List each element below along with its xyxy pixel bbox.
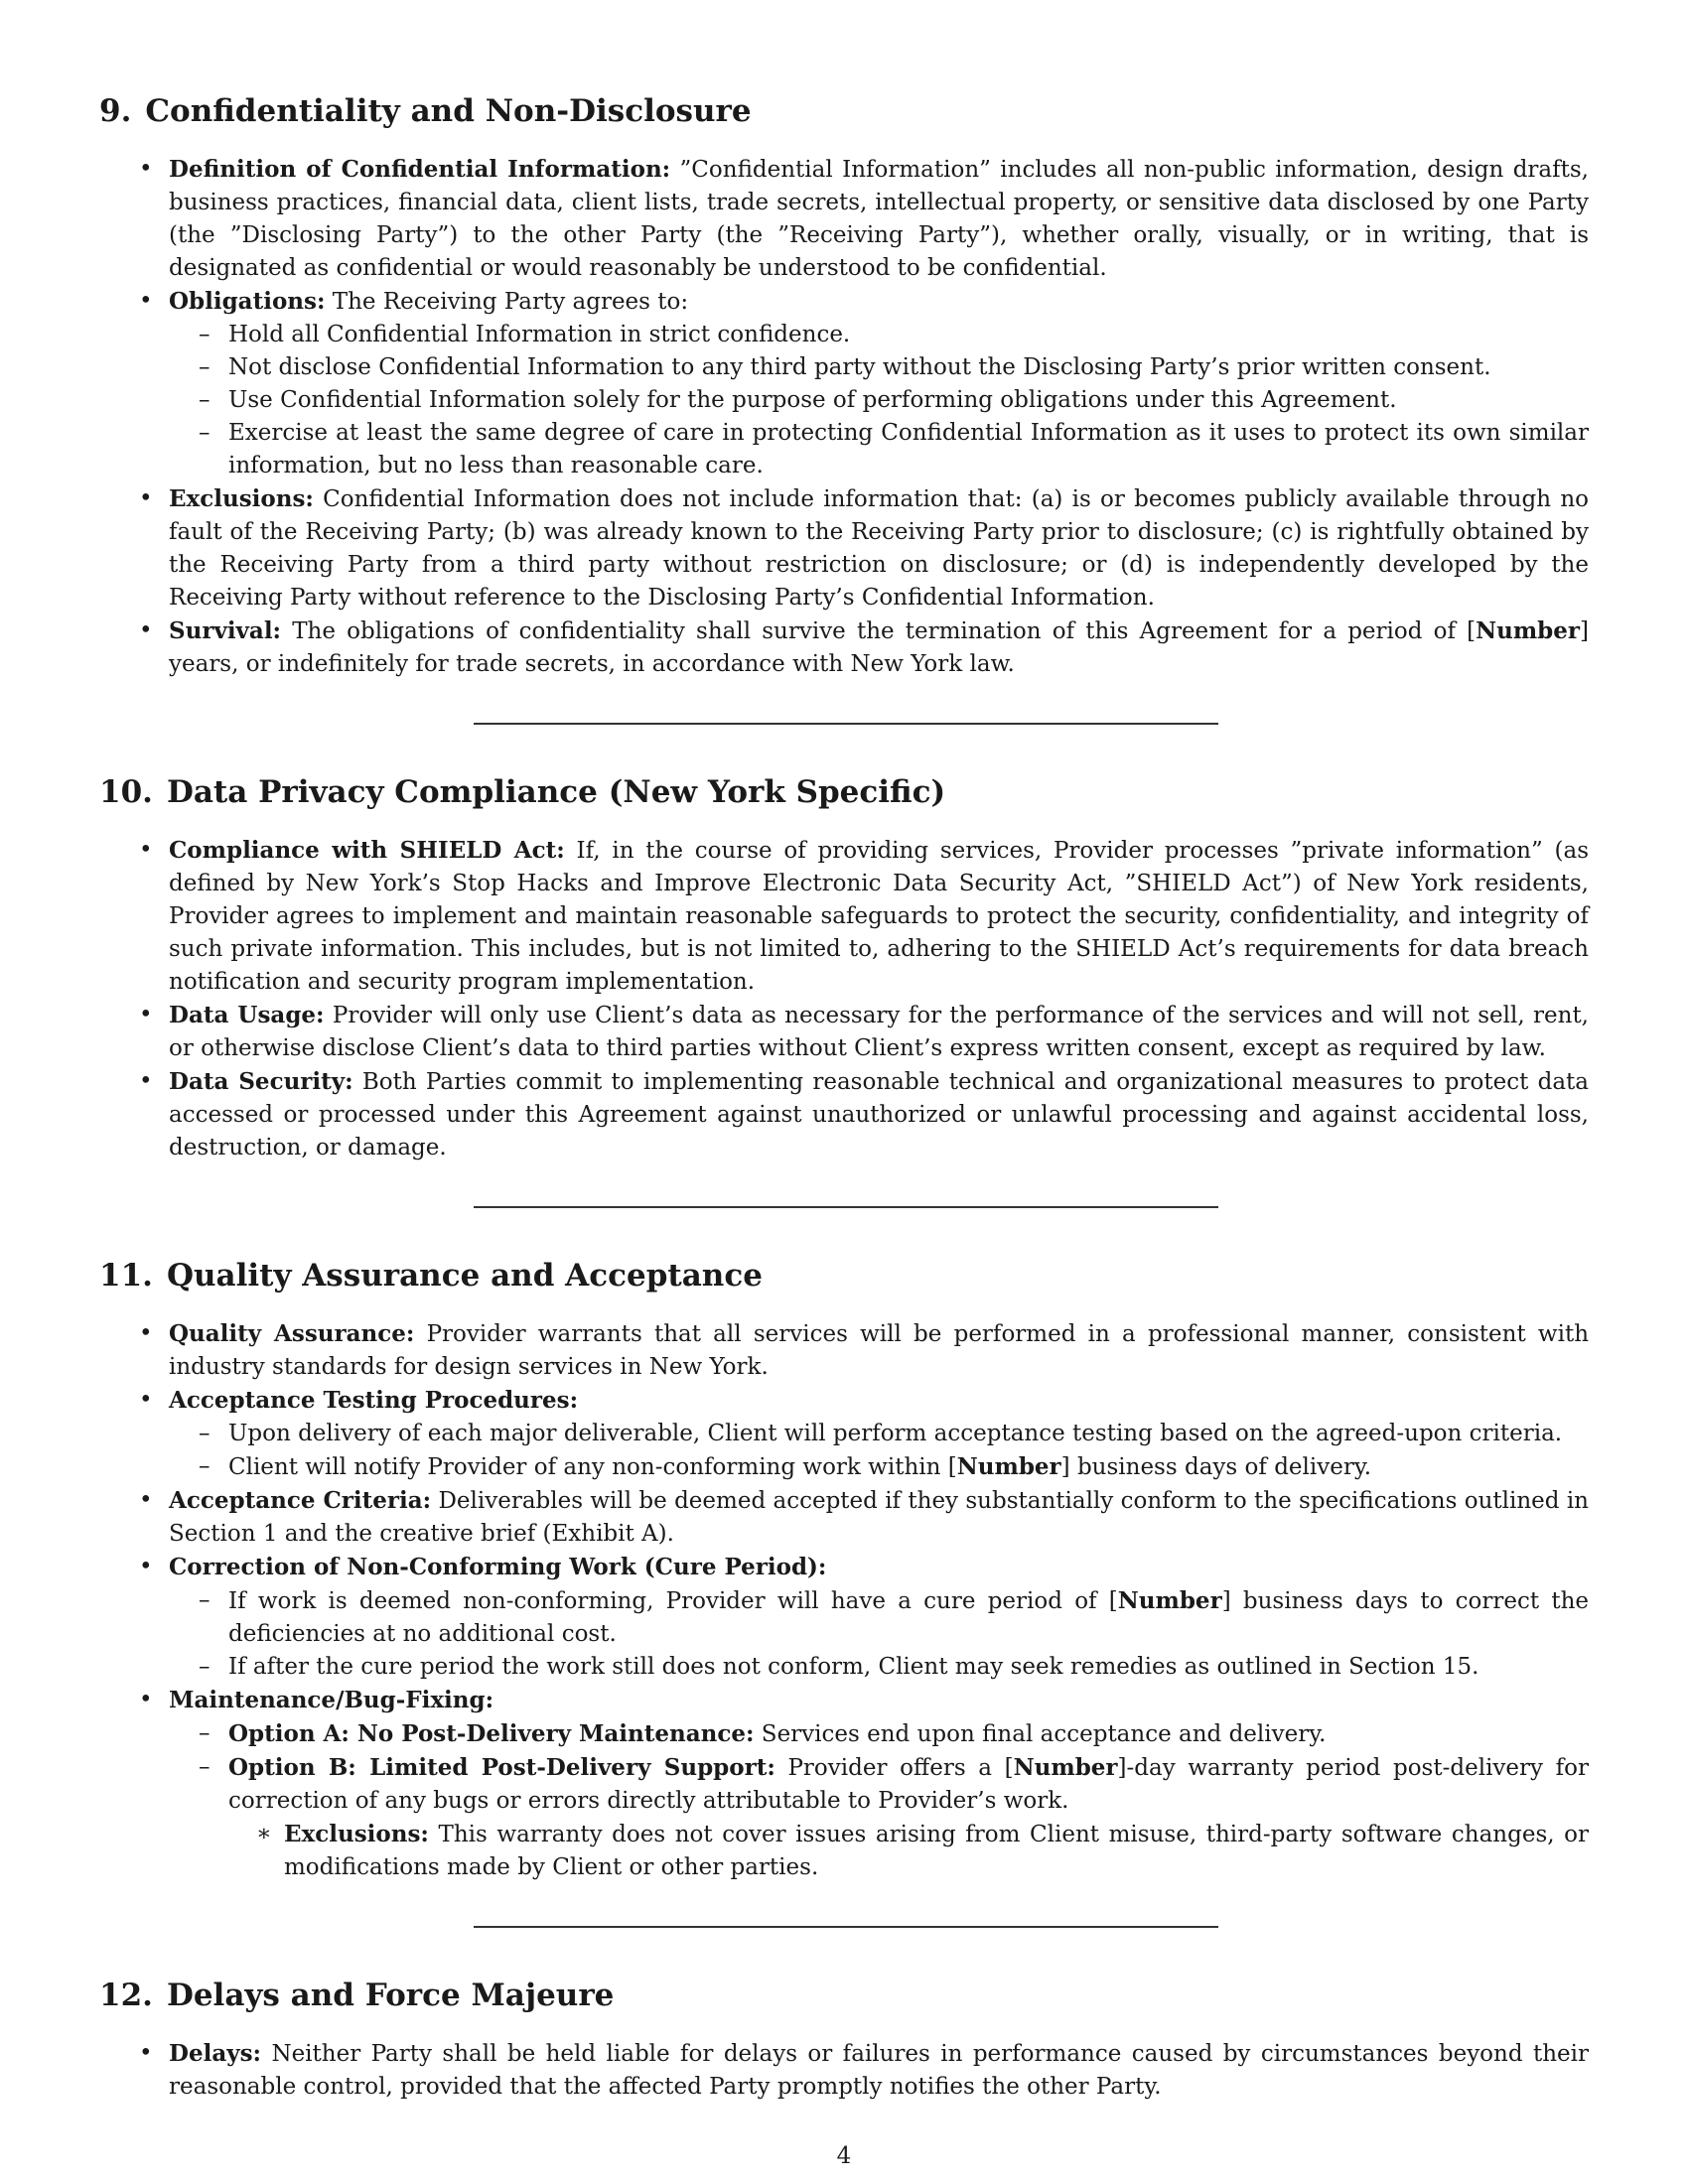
sub-list-item: – Hold all Confidential Information in strict confidence. <box>228 319 1589 351</box>
sub-list <box>169 1717 1589 1884</box>
sub-list-item: – Client will notify Provider of any non-conforming work within [Number] business days of delivery. <box>228 1450 1589 1484</box>
list-item: • Definition of Confidential Information: ”Confidential Information” includes all non-public information, design drafts, business practices, financial data, client lists, trade secrets, intellectual property, or sensitive data disclosed by one Party (the ”Disclosing Party”) to the other Party (the ”Receiving Party”), whether orally, visually, or in writing, that is designated as confidential or would reasonably be understood to be confidential. <box>169 153 1589 285</box>
section-divider <box>474 1206 1218 1208</box>
list-item: • Quality Assurance: Provider warrants that all services will be performed in a professional manner, consistent with industry standards for design services in New York. <box>169 1317 1589 1384</box>
section-heading: 9. Confidentiality and Non-Disclosure <box>99 93 752 129</box>
sub-list-item: – Option A: No Post-Delivery Maintenance: Services end upon final acceptance and delivery. <box>228 1717 1589 1751</box>
section-12 <box>99 1976 1589 2104</box>
document-page <box>99 91 1589 2104</box>
list-item: • Acceptance Testing Procedures: – Upon delivery of each major deliverable, Client will perform acceptance testing based on the agreed-upon criteria. – Client will notify Provider of any non-conforming work within [Number] business days of delivery. <box>169 1384 1589 1484</box>
section-list <box>99 1317 1589 1884</box>
list-item: • Data Security: Both Parties commit to implementing reasonable technical and organizational measures to protect data accessed or processed under this Agreement against unauthorized or unlawful processing and against accidental loss, destruction, or damage. <box>169 1065 1589 1164</box>
placeholder-number: Number <box>1013 1754 1118 1781</box>
section-list <box>99 153 1589 681</box>
list-item: • Correction of Non-Conforming Work (Cure Period): – If work is deemed non-conforming, Provider will have a cure period of [Number] business days to correct the deficiencies at no additional cost. – If after the cure period the work still does not conform, Client may seek remedies as outlined in Section 15. <box>169 1551 1589 1684</box>
section-heading: 11. Quality Assurance and Acceptance <box>99 1258 763 1294</box>
sub-sub-list-item: ∗ Exclusions: This warranty does not cover issues arising from Client misuse, third-party software changes, or modifications made by Client or other parties. <box>284 1818 1589 1884</box>
placeholder-number: Number <box>1476 617 1581 644</box>
list-item: • Data Usage: Provider will only use Client’s data as necessary for the performance of the services and will not sell, rent, or otherwise disclose Client’s data to third parties without Client’s express written consent, except as required by law. <box>169 999 1589 1065</box>
list-item: • Compliance with SHIELD Act: If, in the course of providing services, Provider processes ”private information” (as defined by New York’s Stop Hacks and Improve Electronic Data Security Act, ”SHIELD Act”) of New York residents, Provider agrees to implement and maintain reasonable safeguards to protect the security, confidentiality, and integrity of such private information. This includes, but is not limited to, adhering to the SHIELD Act’s requirements for data breach notification and security program implementation. <box>169 834 1589 999</box>
sub-list-item: – Not disclose Confidential Information to any third party without the Disclosing Party’s prior written consent. <box>228 351 1589 384</box>
list-item: • Obligations: The Receiving Party agrees to: – Hold all Confidential Information in strict confidence. – Not disclose Confidential Information to any third party without the Disclosing Party’s prior written consent. – Use Confidential Information solely for the purpose of performing obligations under this Agreement. – Exercise at least the same degree of care in protecting Confidential Information as it uses to protect its own similar information, but no less than reasonable care. <box>169 285 1589 482</box>
section-divider <box>474 1926 1218 1928</box>
sub-list-item: – Upon delivery of each major deliverable, Client will perform acceptance testing based on the agreed-upon criteria. <box>228 1418 1589 1450</box>
sub-list-item: – Option B: Limited Post-Delivery Support: Provider offers a [Number]-day warranty period post-delivery for correction of any bugs or errors directly attributable to Provider’s work. ∗ Exclusions: This warranty does not cover issues arising from Client misuse, third-party software changes, or modifications made by Client or other parties. <box>228 1751 1589 1884</box>
list-item: • Exclusions: Confidential Information does not include information that: (a) is or becomes publicly available through no fault of the Receiving Party; (b) was already known to the Receiving Party prior to disclosure; (c) is rightfully obtained by the Receiving Party from a third party without restriction on disclosure; or (d) is independently developed by the Receiving Party without reference to the Disclosing Party’s Confidential Information. <box>169 482 1589 614</box>
sub-list-item: – If work is deemed non-conforming, Provider will have a cure period of [Number] business days to correct the deficiencies at no additional cost. <box>228 1584 1589 1651</box>
section-divider <box>474 723 1218 725</box>
list-item: • Acceptance Criteria: Deliverables will be deemed accepted if they substantially conform to the specifications outlined in Section 1 and the creative brief (Exhibit A). <box>169 1484 1589 1551</box>
section-heading: 10. Data Privacy Compliance (New York Specific) <box>99 774 946 810</box>
sub-list <box>169 319 1589 482</box>
section-9 <box>99 91 1589 681</box>
sub-list-item: – Use Confidential Information solely for the purpose of performing obligations under this Agreement. <box>228 384 1589 417</box>
page-number: 4 <box>836 2143 852 2169</box>
sub-list-item: – If after the cure period the work still does not conform, Client may seek remedies as outlined in Section 15. <box>228 1651 1589 1684</box>
section-list <box>99 834 1589 1164</box>
sub-list <box>169 1584 1589 1684</box>
list-item: • Maintenance/Bug-Fixing: – Option A: No Post-Delivery Maintenance: Services end upon final acceptance and delivery. – Option B: Limited Post-Delivery Support: Provider offers a [Number]-day warranty period post-delivery for correction of any bugs or errors directly attributable to Provider’s work. ∗ Exclusions: This warranty does not cover issues arising from Client misuse, third-party software changes, or modifications made by Client or other parties. <box>169 1684 1589 1884</box>
sub-list-item: – Exercise at least the same degree of care in protecting Confidential Information as it uses to protect its own similar information, but no less than reasonable care. <box>228 417 1589 482</box>
placeholder-number: Number <box>956 1453 1061 1480</box>
list-item: • Delays: Neither Party shall be held liable for delays or failures in performance caused by circumstances beyond their reasonable control, provided that the affected Party promptly notifies the other Party. <box>169 2037 1589 2104</box>
list-item: • Survival: The obligations of confidentiality shall survive the termination of this Agreement for a period of [Number] years, or indefinitely for trade secrets, in accordance with New York law. <box>169 614 1589 681</box>
sub-list <box>169 1418 1589 1484</box>
section-list <box>99 2037 1589 2104</box>
sub-sub-list <box>228 1818 1589 1884</box>
section-heading: 12. Delays and Force Majeure <box>99 1978 615 2013</box>
placeholder-number: Number <box>1117 1587 1222 1614</box>
section-10 <box>99 772 1589 1164</box>
section-11 <box>99 1256 1589 1884</box>
